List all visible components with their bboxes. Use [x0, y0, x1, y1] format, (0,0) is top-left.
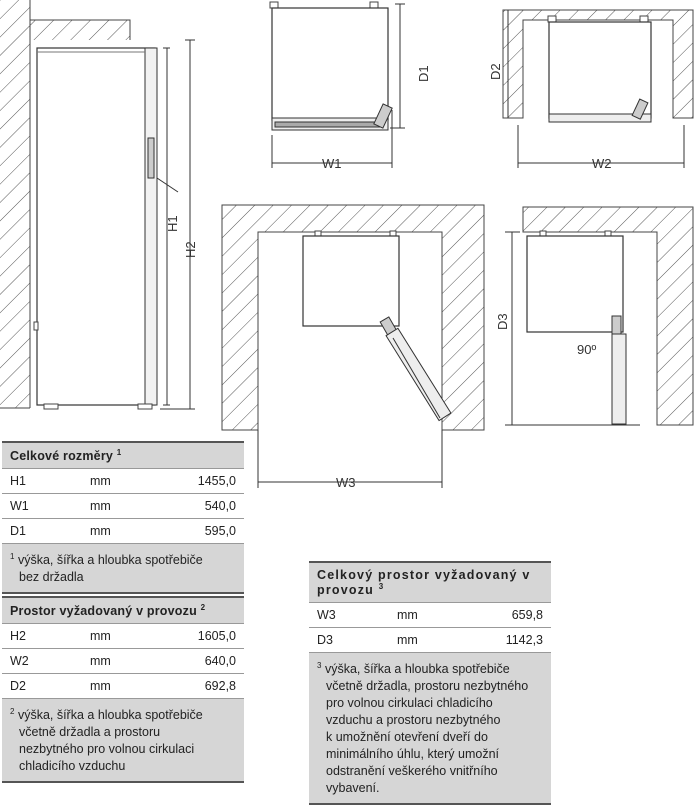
row-value: 692,8	[204, 679, 236, 694]
row-value: 640,0	[204, 654, 236, 669]
table-title-text: Prostor vyžadovaný v provozu	[10, 604, 197, 619]
row-label: D3	[317, 633, 333, 648]
footnote-line: vybavení.	[326, 781, 380, 796]
row-unit: mm	[90, 629, 111, 644]
table-row	[309, 627, 551, 652]
footnote-text: výška, šířka a hloubka spotřebiče	[17, 708, 203, 723]
top-view-w2-d2	[488, 10, 693, 171]
table-footnote	[2, 698, 244, 783]
row-label: H1	[10, 474, 26, 489]
footnote-line: včetně držadla, prostoru nezbytného	[326, 679, 529, 694]
footnote-number: 2	[10, 707, 15, 717]
table-row	[2, 493, 244, 518]
angle-label: 90º	[577, 342, 597, 357]
w2-label: W2	[592, 156, 612, 171]
footnote-line: vzduchu a prostoru nezbytného	[326, 713, 501, 728]
row-unit: mm	[397, 608, 418, 623]
table-title-text: Celkový prostor vyžadovaný v provozu	[317, 568, 531, 598]
d3-label: D3	[495, 313, 510, 330]
table-footnote	[2, 543, 244, 594]
row-value: 1455,0	[197, 474, 236, 489]
row-unit: mm	[397, 633, 418, 648]
row-value: 1142,3	[505, 633, 543, 648]
row-unit: mm	[90, 499, 111, 514]
table-row	[2, 648, 244, 673]
w1-label: W1	[322, 156, 342, 171]
footnote-line: chladicího vzduchu	[19, 759, 126, 774]
d1-label: D1	[416, 65, 431, 82]
row-unit: mm	[90, 474, 111, 489]
row-label: W3	[317, 608, 336, 623]
top-view-w3-door-open	[222, 205, 484, 490]
top-view-w1-d1	[270, 2, 431, 171]
table-operating-space	[2, 596, 244, 783]
footnote-line: odstranění veškerého vnitřního	[326, 764, 498, 779]
footnote-line	[10, 703, 236, 724]
footnote-line: včetně držadla a prostoru	[19, 725, 161, 740]
footnote-text: výška, šířka a hloubka spotřebiče	[324, 662, 510, 677]
footnote-line	[10, 548, 236, 569]
row-label: D1	[10, 524, 26, 539]
table-title	[2, 596, 244, 623]
footnote-line: minimálního úhlu, který umožní	[326, 747, 499, 762]
row-label: D2	[10, 679, 26, 694]
footnote-number: 1	[10, 552, 15, 562]
footnote-line: k umožnění otevření dveří do	[326, 730, 488, 745]
front-view-drawing	[0, 0, 198, 409]
table-title	[309, 561, 551, 602]
footnote-text: výška, šířka a hloubka spotřebiče	[17, 553, 203, 568]
table-row	[2, 468, 244, 493]
table-total-space	[309, 561, 551, 805]
top-view-d3-door-open	[495, 207, 693, 425]
row-label: W2	[10, 654, 29, 669]
footnote-ref: 2	[200, 603, 206, 612]
footnote-line	[317, 657, 543, 678]
row-label: W1	[10, 499, 29, 514]
table-title-text: Celkové rozměry	[10, 449, 114, 464]
row-unit: mm	[90, 679, 111, 694]
table-row	[2, 518, 244, 543]
footnote-number: 3	[317, 661, 322, 671]
h1-label: H1	[165, 215, 180, 232]
row-unit: mm	[90, 654, 111, 669]
table-row	[2, 623, 244, 648]
d2-label: D2	[488, 63, 503, 80]
row-value: 595,0	[204, 524, 236, 539]
footnote-line: nezbytného pro volnou cirkulaci	[19, 742, 195, 757]
footnote-ref: 3	[378, 582, 385, 591]
h2-label: H2	[183, 241, 198, 258]
table-row	[2, 673, 244, 698]
row-value: 659,8	[511, 608, 543, 623]
footnote-line: bez držadla	[19, 570, 84, 585]
row-unit: mm	[90, 524, 111, 539]
table-title	[2, 441, 244, 468]
w3-label: W3	[336, 475, 356, 490]
footnote-line: pro volnou cirkulaci chladicího	[326, 696, 493, 711]
row-value: 540,0	[204, 499, 236, 514]
row-value: 1605,0	[197, 629, 236, 644]
table-footnote	[309, 652, 551, 805]
row-label: H2	[10, 629, 26, 644]
table-overall-dimensions	[2, 441, 244, 594]
table-row	[309, 602, 551, 627]
footnote-ref: 1	[116, 448, 122, 457]
